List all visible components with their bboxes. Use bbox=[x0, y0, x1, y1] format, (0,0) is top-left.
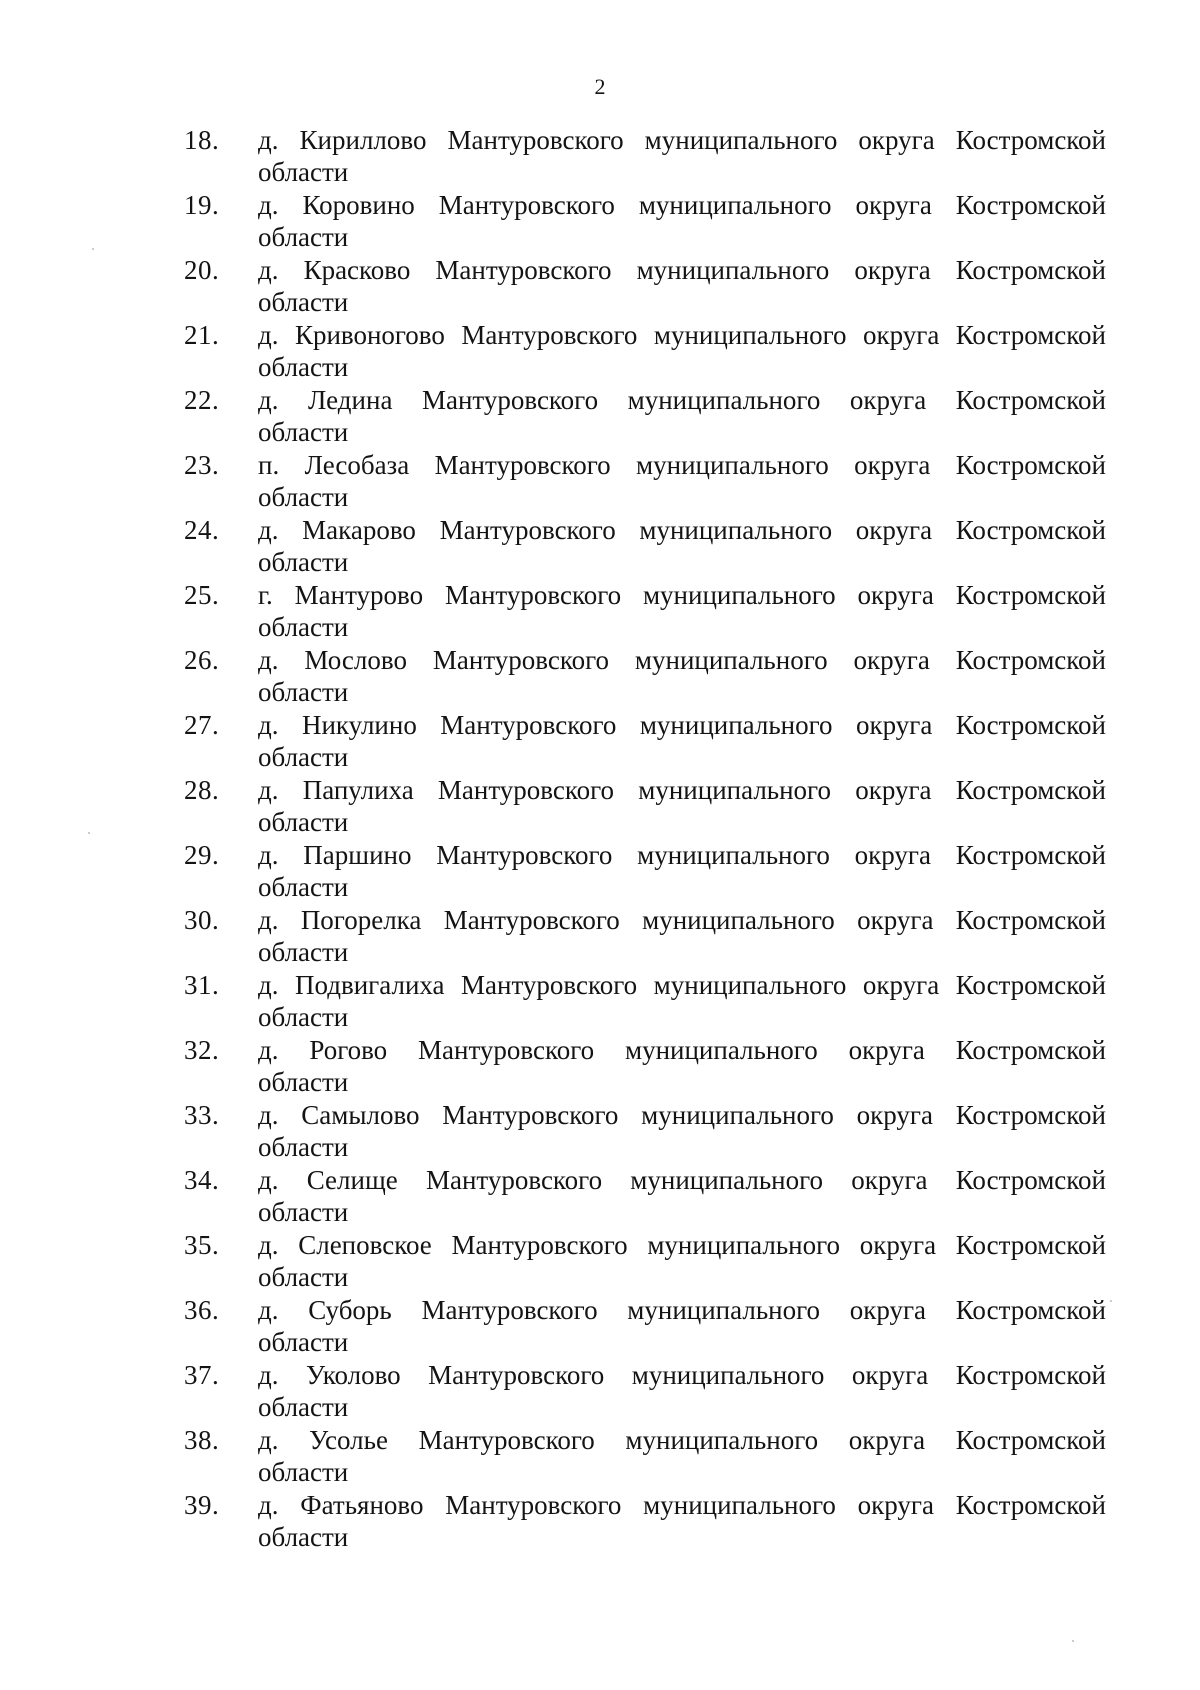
list-item-line: области bbox=[258, 352, 349, 382]
list-item bbox=[184, 1424, 1106, 1489]
list-item-line: д. Красково Мантуровского муниципального округа Костромской bbox=[258, 255, 1106, 285]
list-item-line: области bbox=[258, 222, 349, 252]
list-item-text bbox=[258, 384, 1106, 449]
scan-speck bbox=[88, 832, 90, 834]
list-item-line: области bbox=[258, 157, 349, 187]
list-item-number: 18. bbox=[184, 125, 220, 155]
list-item-line: области bbox=[258, 1067, 349, 1097]
list-item-number: 33. bbox=[184, 1100, 220, 1130]
list-item-line: д. Селище Мантуровского муниципального округа Костромской bbox=[258, 1165, 1106, 1195]
list-item-line: д. Подвигалиха Мантуровского муниципального округа Костромской bbox=[258, 970, 1106, 1000]
page-number: 2 bbox=[594, 74, 606, 99]
list-item-line: области bbox=[258, 482, 349, 512]
list-item bbox=[184, 189, 1106, 254]
list-item bbox=[184, 319, 1106, 384]
list-item-text bbox=[258, 1424, 1106, 1489]
list-item-text bbox=[258, 969, 1106, 1034]
list-item bbox=[184, 384, 1106, 449]
list-item-text bbox=[258, 449, 1106, 514]
list-item-line: д. Никулино Мантуровского муниципального округа Костромской bbox=[258, 710, 1106, 740]
list-item-text bbox=[258, 709, 1106, 774]
settlement-list bbox=[184, 124, 1106, 1554]
list-item-line: д. Погорелка Мантуровского муниципального округа Костромской bbox=[258, 905, 1106, 935]
list-item bbox=[184, 969, 1106, 1034]
list-item-text bbox=[258, 124, 1106, 189]
list-item-line: д. Коровино Мантуровского муниципального округа Костромской bbox=[258, 190, 1106, 220]
list-item-line: п. Лесобаза Мантуровского муниципального округа Костромской bbox=[258, 450, 1106, 480]
list-item-line: области bbox=[258, 1392, 349, 1422]
list-item-line: д. Ледина Мантуровского муниципального округа Костромской bbox=[258, 385, 1106, 415]
list-item bbox=[184, 1359, 1106, 1424]
list-item bbox=[184, 1294, 1106, 1359]
list-item bbox=[184, 1099, 1106, 1164]
list-item-number: 32. bbox=[184, 1035, 220, 1065]
list-item-number: 28. bbox=[184, 775, 220, 805]
list-item-text bbox=[258, 1164, 1106, 1229]
list-item-line: области bbox=[258, 417, 349, 447]
list-item-line: д. Рогово Мантуровского муниципального округа Костромской bbox=[258, 1035, 1106, 1065]
list-item bbox=[184, 514, 1106, 579]
list-item-line: области bbox=[258, 1327, 349, 1357]
list-item-number: 27. bbox=[184, 710, 220, 740]
list-item-line: области bbox=[258, 612, 349, 642]
list-item-number: 38. bbox=[184, 1425, 220, 1455]
list-item bbox=[184, 124, 1106, 189]
list-item-text bbox=[258, 774, 1106, 839]
list-item-line: области bbox=[258, 547, 349, 577]
list-item-number: 25. bbox=[184, 580, 220, 610]
list-item-text bbox=[258, 189, 1106, 254]
list-item-line: д. Суборь Мантуровского муниципального округа Костромской bbox=[258, 1295, 1106, 1325]
list-item-line: области bbox=[258, 1262, 349, 1292]
list-item-number: 39. bbox=[184, 1490, 220, 1520]
list-item-number: 21. bbox=[184, 320, 220, 350]
list-item-line: области bbox=[258, 872, 349, 902]
list-item bbox=[184, 1229, 1106, 1294]
list-item-line: области bbox=[258, 807, 349, 837]
list-item-line: д. Кривоногово Мантуровского муниципального округа Костромской bbox=[258, 320, 1106, 350]
list-item-line: д. Кириллово Мантуровского муниципального округа Костромской bbox=[258, 125, 1106, 155]
list-item-line: области bbox=[258, 677, 349, 707]
list-item-text bbox=[258, 579, 1106, 644]
list-item bbox=[184, 839, 1106, 904]
list-item-number: 36. bbox=[184, 1295, 220, 1325]
list-item-line: области bbox=[258, 937, 349, 967]
list-item-number: 22. bbox=[184, 385, 220, 415]
list-item-line: области bbox=[258, 1132, 349, 1162]
list-item-number: 23. bbox=[184, 450, 220, 480]
list-item-number: 24. bbox=[184, 515, 220, 545]
list-item-line: д. Усолье Мантуровского муниципального округа Костромской bbox=[258, 1425, 1106, 1455]
list-item bbox=[184, 904, 1106, 969]
list-item-line: д. Фатьяново Мантуровского муниципального округа Костромской bbox=[258, 1490, 1106, 1520]
scan-speck bbox=[1110, 1300, 1112, 1302]
list-item-text bbox=[258, 1229, 1106, 1294]
list-item-number: 29. bbox=[184, 840, 220, 870]
list-item-text bbox=[258, 514, 1106, 579]
list-item-line: д. Уколово Мантуровского муниципального округа Костромской bbox=[258, 1360, 1106, 1390]
list-item-text bbox=[258, 1034, 1106, 1099]
list-item-line: д. Макарово Мантуровского муниципального округа Костромской bbox=[258, 515, 1106, 545]
list-item-line: д. Слеповское Мантуровского муниципального округа Костромской bbox=[258, 1230, 1106, 1260]
list-item-number: 19. bbox=[184, 190, 220, 220]
list-item-line: области bbox=[258, 1522, 349, 1552]
list-item-number: 31. bbox=[184, 970, 220, 1000]
list-item-text bbox=[258, 254, 1106, 319]
list-item bbox=[184, 644, 1106, 709]
list-item bbox=[184, 449, 1106, 514]
list-item bbox=[184, 579, 1106, 644]
list-item bbox=[184, 1034, 1106, 1099]
list-item-number: 34. bbox=[184, 1165, 220, 1195]
list-item-line: д. Самылово Мантуровского муниципального округа Костромской bbox=[258, 1100, 1106, 1130]
list-item-line: д. Мослово Мантуровского муниципального округа Костромской bbox=[258, 645, 1106, 675]
list-item-line: области bbox=[258, 1457, 349, 1487]
list-item-text bbox=[258, 1359, 1106, 1424]
list-item-line: г. Мантурово Мантуровского муниципального округа Костромской bbox=[258, 580, 1106, 610]
list-item-number: 26. bbox=[184, 645, 220, 675]
list-item bbox=[184, 774, 1106, 839]
list-item-line: области bbox=[258, 742, 349, 772]
list-item-number: 30. bbox=[184, 905, 220, 935]
list-item bbox=[184, 709, 1106, 774]
list-item-line: д. Папулиха Мантуровского муниципального округа Костромской bbox=[258, 775, 1106, 805]
list-item-line: области bbox=[258, 1197, 349, 1227]
list-item-text bbox=[258, 1489, 1106, 1554]
list-item-text bbox=[258, 319, 1106, 384]
list-item-line: области bbox=[258, 287, 349, 317]
list-item-text bbox=[258, 644, 1106, 709]
list-item-number: 35. bbox=[184, 1230, 220, 1260]
list-item-text bbox=[258, 1294, 1106, 1359]
scan-speck bbox=[1072, 1640, 1074, 1642]
list-item bbox=[184, 1164, 1106, 1229]
list-item-text bbox=[258, 904, 1106, 969]
list-item bbox=[184, 1489, 1106, 1554]
list-item-text bbox=[258, 1099, 1106, 1164]
list-item-line: области bbox=[258, 1002, 349, 1032]
list-item-number: 37. bbox=[184, 1360, 220, 1390]
list-item-number: 20. bbox=[184, 255, 220, 285]
list-item bbox=[184, 254, 1106, 319]
list-item-line: д. Паршино Мантуровского муниципального округа Костромской bbox=[258, 840, 1106, 870]
list-item-text bbox=[258, 839, 1106, 904]
scan-speck bbox=[92, 248, 94, 250]
